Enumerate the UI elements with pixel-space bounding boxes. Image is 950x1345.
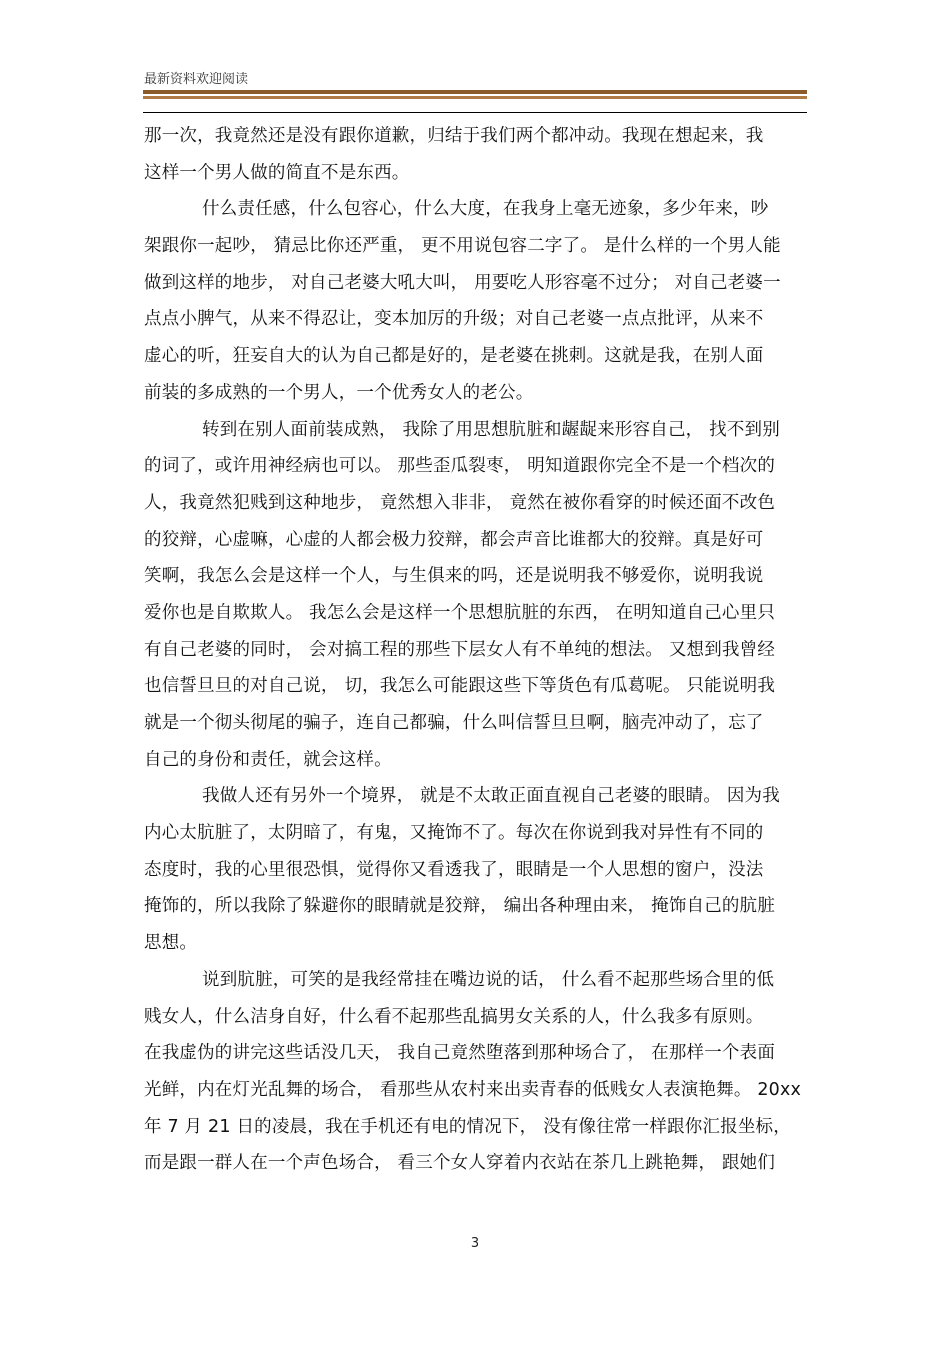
text-line: 那一次，我竟然还是没有跟你道歉，归结于我们两个都冲动。我现在想起来，我 bbox=[144, 126, 764, 146]
text-line: 架跟你一起吵， 猜忌比你还严重， 更不用说包容二字了。 是什么样的一个男人能 bbox=[144, 236, 781, 257]
header-rule-mid bbox=[143, 96, 807, 99]
text-line: 贱女人，什么洁身自好，什么看不起那些乱搞男女关系的人，什么我多有原则。 bbox=[144, 1006, 764, 1027]
text-line: 的狡辩，心虚嘛，心虚的人都会极力狡辩，都会声音比谁都大的狡辩。真是好可 bbox=[144, 529, 764, 550]
text-line: 人，我竟然犯贱到这种地步， 竟然想入非非， 竟然在被你看穿的时候还面不改色 bbox=[144, 492, 776, 513]
paragraph-first-line: 说到肮脏，可笑的是我经常挂在嘴边说的话， 什么看不起那些场合里的低 bbox=[202, 969, 775, 990]
text-line: 笑啊，我怎么会是这样一个人，与生俱来的吗，还是说明我不够爱你，说明我说 bbox=[144, 566, 764, 587]
text-line: 内心太肮脏了，太阴暗了，有鬼，又掩饰不了。每次在你说到我对异性有不同的 bbox=[144, 823, 764, 844]
text-line: 光鲜，内在灯光乱舞的场合， 看那些从农村来出卖青春的低贱女人表演艳舞。 20xx bbox=[144, 1079, 802, 1100]
text-line: 爱你也是自欺欺人。 我怎么会是这样一个思想肮脏的东西， 在明知道自己心里只 bbox=[144, 602, 776, 623]
text-line: 的词了，或许用神经病也可以。 那些歪瓜裂枣， 明知道跟你完全不是一个档次的 bbox=[144, 456, 776, 477]
body-text bbox=[144, 118, 808, 1182]
text-line: 就是一个彻头彻尾的骗子，连自己都骗，什么叫信誓旦旦啊，脑壳冲动了，忘了 bbox=[144, 713, 764, 733]
text-line: 态度时，我的心里很恐惧，觉得你又看透我了，眼睛是一个人思想的窗户，没法 bbox=[144, 859, 764, 880]
header-rule-thin bbox=[143, 112, 807, 113]
text-line: 虚心的听，狂妄自大的认为自己都是好的，是老婆在挑刺。这就是我，在别人面 bbox=[144, 346, 764, 367]
text-line: 前装的多成熟的一个男人，一个优秀女人的老公。 bbox=[144, 382, 534, 403]
text-line: 做到这样的地步， 对自己老婆大吼大叫， 用要吃人形容毫不过分； 对自己老婆一 bbox=[144, 272, 781, 293]
header-rule-thick bbox=[143, 90, 807, 94]
paragraph-first-line: 我做人还有另外一个境界， 就是不太敢正面直视自己老婆的眼睛。 因为我 bbox=[202, 786, 780, 807]
text-line: 有自己老婆的同时， 会对搞工程的那些下层女人有不单纯的想法。 又想到我曾经 bbox=[144, 639, 776, 660]
text-line: 也信誓旦旦的对自己说， 切，我怎么可能跟这些下等货色有瓜葛呢。 只能说明我 bbox=[144, 676, 776, 697]
page-number: 3 bbox=[470, 1236, 480, 1251]
text-line: 在我虚伪的讲完这些话没几天， 我自己竟然堕落到那种场合了， 在那样一个表面 bbox=[144, 1043, 776, 1064]
header-text: 最新资料欢迎阅读 bbox=[144, 72, 249, 87]
paragraph-first-line: 什么责任感，什么包容心，什么大度，在我身上毫无迹象，多少年来，吵 bbox=[202, 199, 769, 220]
text-line: 自己的身份和责任，就会这样。 bbox=[144, 749, 392, 770]
text-line: 思想。 bbox=[144, 933, 198, 954]
text-line: 点点小脾气，从来不得忍让，变本加厉的升级；对自己老婆一点点批评，从来不 bbox=[144, 309, 764, 330]
paragraph-first-line: 转到在别人面前装成熟， 我除了用思想肮脏和龌龊来形容自己， 找不到别 bbox=[202, 419, 780, 440]
text-line: 掩饰的，所以我除了躲避你的眼睛就是狡辩， 编出各种理由来， 掩饰自己的肮脏 bbox=[144, 896, 776, 917]
text-line: 年 7 月 21 日的凌晨，我在手机还有电的情况下， 没有像往常一样跟你汇报坐标， bbox=[144, 1116, 791, 1137]
text-line: 这样一个男人做的简直不是东西。 bbox=[144, 162, 410, 183]
text-line: 而是跟一群人在一个声色场合， 看三个女人穿着内衣站在茶几上跳艳舞， 跟她们 bbox=[144, 1153, 776, 1174]
